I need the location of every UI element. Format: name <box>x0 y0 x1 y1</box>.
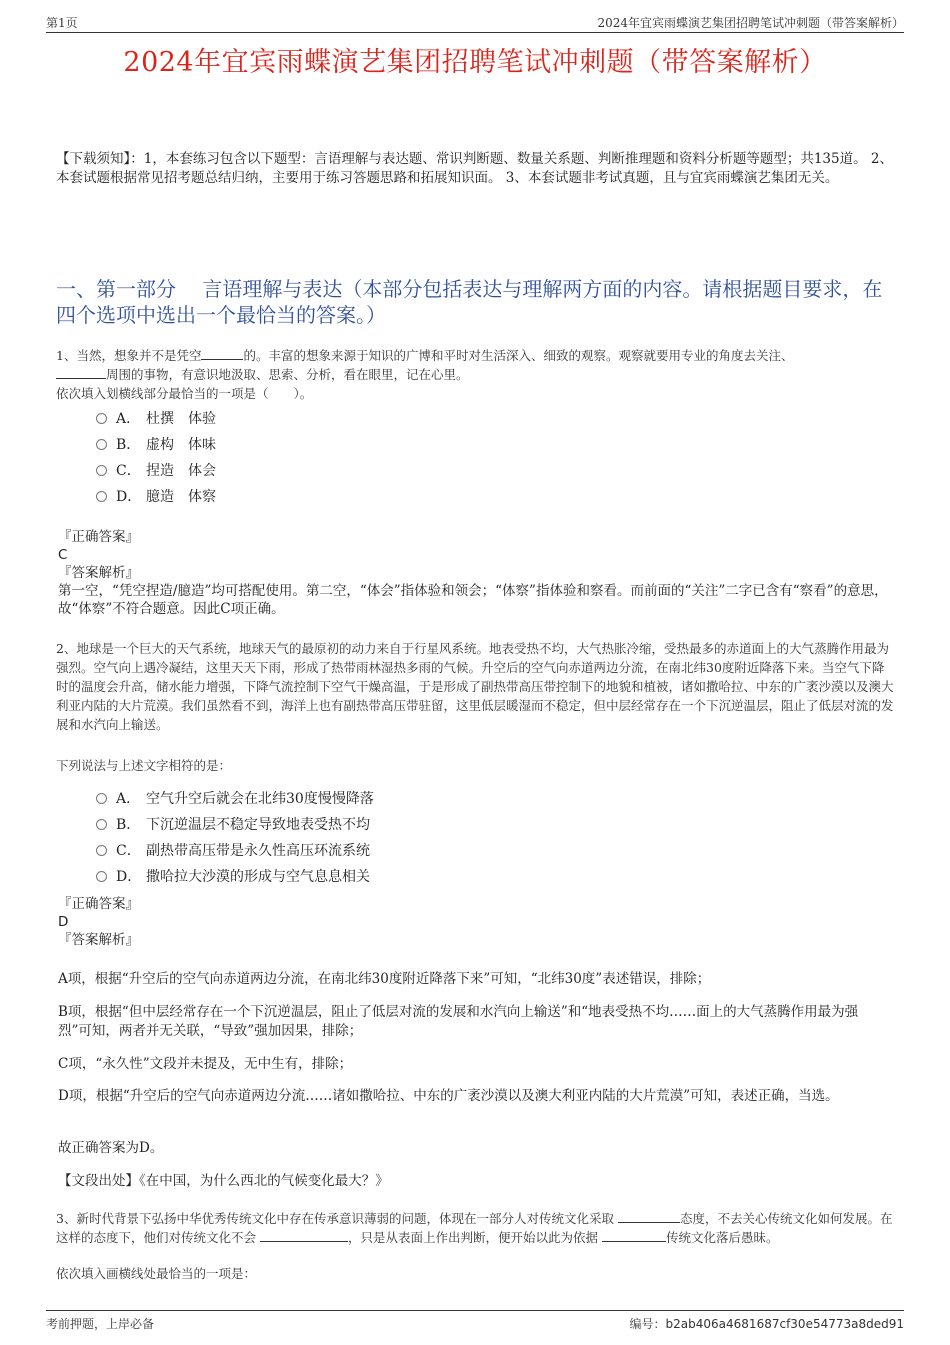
question-1-prompt: 依次填入划横线部分最恰当的一项是（ ）。 <box>56 386 313 401</box>
blank-2 <box>56 378 106 379</box>
radio-icon[interactable] <box>96 491 107 502</box>
question-1-text: 1、当然，想象并不是凭空 的。丰富的想象来源于知识的广博和平时对生活深入、细致的观察。观察就要用专业的角度去关注、 周围的事物，有意识地汲取、思索、分析，看在眼里，记在心里。 依次填入划横线部分最恰当的一项是（ ）。 <box>56 348 794 401</box>
question-1-answer-block <box>58 528 890 618</box>
radio-icon[interactable] <box>96 465 107 476</box>
document-title: 2024年宜宾雨蝶演艺集团招聘笔试冲刺题（带答案解析） <box>123 47 827 78</box>
explanation-b: B项，根据“但中层经常存在一个下沉逆温层，阻止了低层对流的发展和水汽向上输送”和“地表受热不均……面上的大气蒸腾作用最为强烈”可知，两者并无关联，“导致”强加因果，排除； <box>58 1004 859 1039</box>
text-source: 【文段出处】《在中国，为什么西北的气候变化最大？》 <box>58 1173 389 1189</box>
explanation-a: A项，根据“升空后的空气向赤道两边分流，在南北纬30度附近降落下来”可知，“北纬30度”表述错误，排除； <box>58 971 711 987</box>
radio-icon[interactable] <box>96 439 107 450</box>
option-c[interactable]: C． 副热带高压带是永久性高压环流系统 <box>96 838 374 864</box>
option-a[interactable]: A． 空气升空后就会在北纬30度慢慢降落 <box>96 786 374 812</box>
page-number: 第1页 <box>46 16 78 30</box>
question-3-prompt: 依次填入画横线处最恰当的一项是： <box>56 1266 257 1281</box>
option-c[interactable]: C． 捏造 体会 <box>96 458 216 484</box>
download-notice: 【下载须知】：1，本套练习包含以下题型：言语理解与表达题、常识判断题、数量关系题、判断推理题和资料分析题等题型；共135道。 2、本套试题根据常见招考题总结归纳，主要用于练习答题思路和拓展知识面。 3、本套试题非考试真题，且与宜宾雨蝶演艺集团无关。 <box>56 151 893 186</box>
question-2-text: 2、地球是一个巨大的天气系统，地球天气的最原初的动力来自于行星风系统。地表受热不均，大气热胀冷缩，受热最多的赤道面上的大气蒸腾作用最为强烈。空气向上遇冷凝结，这里天天下雨，形成了热带雨林湿热多雨的气候。升空后的空气向赤道两边分流，在南北纬30度附近降落下来。当空气下降时的温度会升高，储水能力增强，下降气流控制下空气干燥高温，于是形成了副热带高压带控制下的地貌和植被，诸如撒哈拉、中东的广袤沙漠以及澳大利亚内陆的大片荒漠。我们虽然看不到，海洋上也有副热带高压带驻留，这里低层暖湿而不稳定，但中层经常存在一个下沉逆温层，阻止了低层对流的发展和水汽向上输送。 <box>56 641 894 732</box>
radio-icon[interactable] <box>96 871 107 882</box>
answer-label: 『正确答案』 <box>58 529 139 545</box>
correct-answer: D <box>58 914 69 930</box>
question-3-text: 3、新时代背景下弘扬中华优秀传统文化中存在传承意识薄弱的问题，体现在一部分人对传统文化采取 态度，不去关心传统文化如何发展。在这样的态度下，他们对传统文化不会 ，只是从表面上作出判断，便开始以此为依据 传统文化落后愚昧。 <box>56 1211 893 1245</box>
radio-icon[interactable] <box>96 845 107 856</box>
explanation-c: C项，“永久性”文段并未提及，无中生有，排除； <box>58 1056 353 1072</box>
option-b[interactable]: B． 下沉逆温层不稳定导致地表受热不均 <box>96 812 374 838</box>
blank-1 <box>618 1222 680 1223</box>
option-d[interactable]: D． 撒哈拉大沙漠的形成与空气息息相关 <box>96 864 374 890</box>
page-footer <box>46 1310 904 1331</box>
document-code: 编号：b2ab406a4681687cf30e54773a8ded91 <box>629 1317 904 1331</box>
option-d[interactable]: D． 臆造 体察 <box>96 484 216 510</box>
radio-icon[interactable] <box>96 793 107 804</box>
header-doc-title: 2024年宜宾雨蝶演艺集团招聘笔试冲刺题（带答案解析） <box>597 16 904 30</box>
conclusion: 故正确答案为D。 <box>58 1140 164 1156</box>
explanation-d: D项，根据“升空后的空气向赤道两边分流……诸如撒哈拉、中东的广袤沙漠以及澳大利亚内陆的大片荒漠”可知，表述正确，当选。 <box>58 1088 839 1104</box>
blank-1 <box>201 359 243 360</box>
answer-label: 『正确答案』 <box>58 896 139 912</box>
explain-label: 『答案解析』 <box>58 565 139 581</box>
blank-2 <box>260 1241 348 1242</box>
option-a[interactable]: A． 杜撰 体验 <box>96 406 216 432</box>
footer-slogan: 考前押题，上岸必备 <box>46 1317 155 1331</box>
question-2-options <box>96 786 374 890</box>
blank-3 <box>602 1241 666 1242</box>
page-header <box>46 14 904 33</box>
explain-label: 『答案解析』 <box>58 932 139 948</box>
radio-icon[interactable] <box>96 819 107 830</box>
option-b[interactable]: B． 虚构 体味 <box>96 432 216 458</box>
radio-icon[interactable] <box>96 413 107 424</box>
explanation: 第一空，“凭空捏造/臆造”均可搭配使用。第二空，“体会”指体验和领会；“体察”指体验和察看。而前面的“关注”二字已含有“察看”的意思，故“体察”不符合题意。因此C项正确。 <box>58 583 888 617</box>
question-2-prompt: 下列说法与上述文字相符的是： <box>56 758 232 773</box>
section-title: 一、第一部分 言语理解与表达（本部分包括表达与理解两方面的内容。请根据题目要求，在四个选项中选出一个最恰当的答案。） <box>56 277 883 327</box>
question-1-options <box>96 406 216 510</box>
correct-answer: C <box>58 547 68 563</box>
question-2-answer-block <box>58 895 890 949</box>
